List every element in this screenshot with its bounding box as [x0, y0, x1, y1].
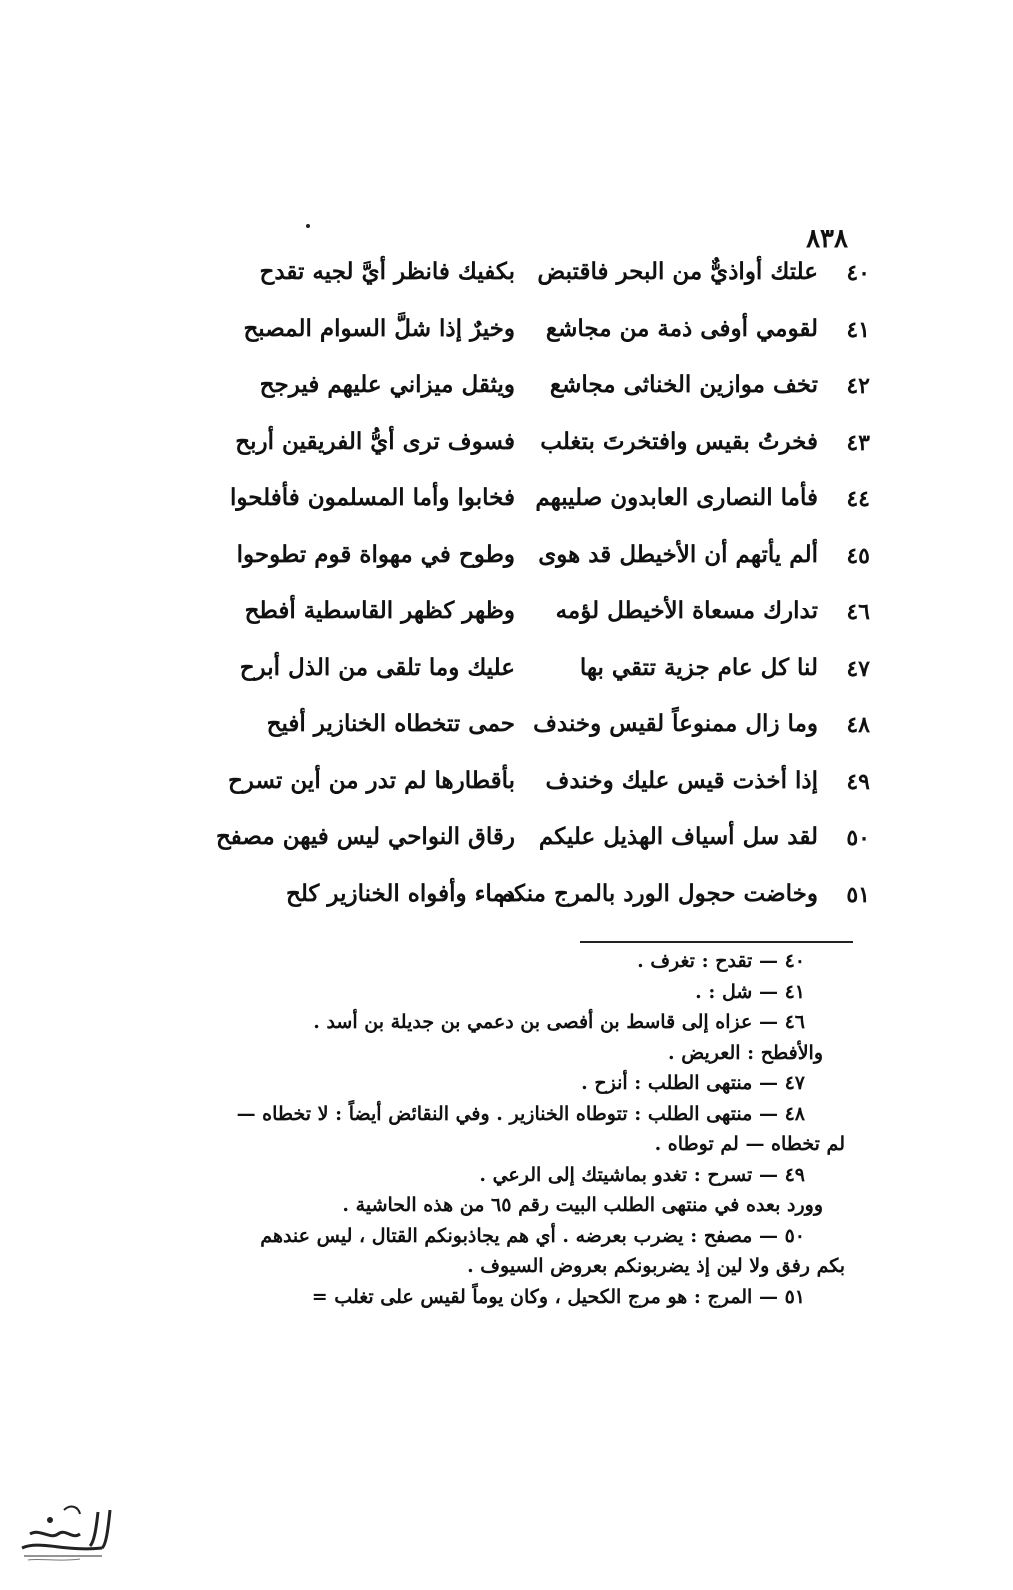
footnote-line: ٤٦ — عزاه إلى قاسط بن أفصى بن دعمي بن جديلة بن أسد . [313, 1011, 805, 1033]
verse-second-hemistich: حمى تتخطاه الخنازير أفيح [266, 710, 515, 737]
verse-line [205, 700, 870, 757]
verse-number: ٤٧ [846, 655, 870, 682]
footnote-line: ٥٠ — مصفح : يضرب بعرضه . أي هم يجاذبونكم القتال ، ليس عندهم [260, 1224, 805, 1247]
verse-line [205, 474, 870, 531]
verse-first-hemistich: لقومي أوفى ذمة من مجاشع [545, 314, 818, 342]
footnote-divider [580, 941, 853, 943]
footnote-line: ٤٨ — منتهى الطلب : تتوطاه الخنازير . وفي النقائض أيضاً : لا تخطاه — [236, 1102, 805, 1125]
verse-second-hemistich: فخابوا وأما المسلمون فأفلحوا [230, 484, 515, 511]
footnote-line: ٤٩ — تسرح : تغدو بماشيتك إلى الرعي . [479, 1163, 805, 1186]
verse-line [205, 813, 870, 870]
verse-first-hemistich: لقد سل أسياف الهذيل عليكم [538, 823, 818, 850]
verse-line [205, 644, 870, 701]
verse-number: ٤٤ [846, 486, 870, 512]
footnote-line: ٤١ — شل : . [695, 980, 805, 1003]
verse-number: ٥٠ [846, 825, 870, 851]
verse-first-hemistich: فأما النصارى العابدون صليبهم [535, 484, 818, 511]
verse-line [205, 757, 870, 814]
verse-number: ٤٠ [846, 260, 870, 286]
poem-verses [205, 248, 870, 926]
footnote-line: ٤٠ — تقدح : تغرف . [637, 950, 805, 972]
verse-number: ٤٣ [846, 429, 870, 456]
footnote-line: بكم رفق ولا لين إذ يضربونكم بعروض السيوف . [467, 1255, 845, 1277]
verse-number: ٤٨ [846, 712, 870, 738]
verse-first-hemistich: وخاضت حجول الورد بالمرج منكم [498, 879, 818, 907]
footnote-line: ٤٧ — منتهى الطلب : أنزح . [581, 1072, 805, 1094]
footnote-line: وورد بعده في منتهى الطلب البيت رقم ٦٥ من هذه الحاشية . [342, 1194, 823, 1216]
verse-first-hemistich: لنا كل عام جزية تتقي بها [579, 653, 818, 681]
verse-number: ٥١ [846, 881, 870, 908]
verse-line [205, 587, 870, 644]
verse-second-hemistich: ويثقل ميزاني عليهم فيرجح [259, 371, 515, 398]
verse-number: ٤٥ [846, 542, 870, 569]
verse-line [205, 305, 870, 362]
verse-second-hemistich: رقاق النواحي ليس فيهن مصفح [215, 823, 515, 850]
verse-second-hemistich: عليك وما تلقى من الذل أبرح [239, 653, 515, 681]
verse-line [205, 248, 870, 305]
verse-line [205, 531, 870, 588]
footnotes [165, 950, 845, 1316]
verse-second-hemistich: بكفيك فانظر أيَّ لجيه تقدح [259, 258, 515, 285]
verse-second-hemistich: وطوح في مهواة قوم تطوحوا [236, 540, 515, 568]
library-stamp-logo [10, 1490, 120, 1565]
verse-first-hemistich: تدارك مسعاة الأخيطل لؤمه [555, 597, 818, 624]
verse-first-hemistich: ألم يأتهم أن الأخيطل قد هوى [538, 540, 818, 568]
verse-number: ٤١ [846, 316, 870, 343]
verse-second-hemistich: بأقطارها لم تدر من أين تسرح [227, 766, 515, 794]
verse-number: ٤٩ [846, 768, 870, 795]
verse-first-hemistich: إذا أخذت قيس عليك وخندف [545, 766, 818, 794]
verse-number: ٤٦ [846, 599, 870, 625]
verse-second-hemistich: فسوف ترى أيُّ الفريقين أربح [235, 427, 515, 455]
verse-first-hemistich: علتك أواذيٌّ من البحر فاقتبض [537, 258, 818, 285]
verse-number: ٤٢ [846, 373, 870, 399]
verse-line [205, 870, 870, 927]
verse-second-hemistich: وخيرٌ إذا شلَّ السوام المصبح [243, 314, 515, 342]
page-number: ٨٣٨ [806, 224, 848, 254]
verse-first-hemistich: تخف موازين الخناثى مجاشع [549, 371, 818, 398]
verse-line [205, 361, 870, 418]
verse-second-hemistich: دماء وأفواه الخنازير كلح [285, 879, 515, 907]
verse-first-hemistich: فخرتُ بقيس وافتخرتَ بتغلب [540, 427, 818, 455]
footnote-line: ٥١ — المرج : هو مرج الكحيل ، وكان يوماً لقيس على تغلب = [311, 1285, 805, 1308]
footnote-line: والأفطح : العريض . [668, 1041, 823, 1064]
verse-line [205, 418, 870, 475]
verse-first-hemistich: وما زال ممنوعاً لقيس وخندف [533, 710, 818, 737]
ink-dot [306, 224, 310, 228]
verse-second-hemistich: وظهر كظهر القاسطية أفطح [244, 597, 515, 624]
footnote-line: لم تخطاه — لم توطاه . [654, 1133, 845, 1155]
